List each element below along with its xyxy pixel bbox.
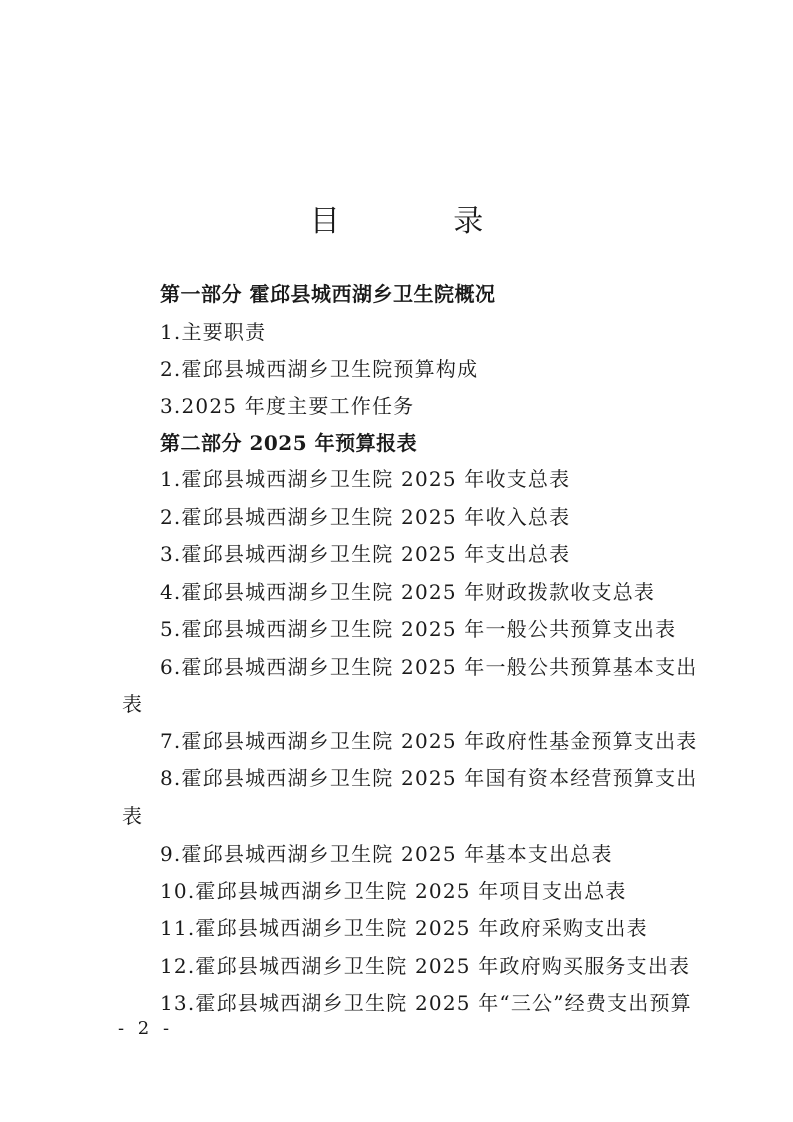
- toc-item: 2.霍邱县城西湖乡卫生院预算构成: [160, 357, 479, 381]
- toc-item: 8.霍邱县城西湖乡卫生院 2025 年国有资本经营预算支出: [160, 766, 698, 790]
- toc-item: 2.霍邱县城西湖乡卫生院 2025 年收入总表: [160, 505, 571, 529]
- toc-item: 13.霍邱县城西湖乡卫生院 2025 年“三公”经费支出预算: [160, 991, 692, 1015]
- toc-item-continuation: 表: [122, 692, 144, 716]
- toc-item: 1.主要职责: [160, 320, 267, 344]
- toc-title: 目 录: [309, 204, 536, 239]
- toc-item: 5.霍邱县城西湖乡卫生院 2025 年一般公共预算支出表: [160, 617, 677, 641]
- toc-item: 12.霍邱县城西湖乡卫生院 2025 年政府购买服务支出表: [160, 954, 691, 978]
- toc-part-one-heading: 第一部分 霍邱县城西湖乡卫生院概况: [160, 282, 496, 306]
- toc-item: 7.霍邱县城西湖乡卫生院 2025 年政府性基金预算支出表: [160, 729, 698, 753]
- toc-item: 3.2025 年度主要工作任务: [160, 394, 415, 418]
- toc-item: 4.霍邱县城西湖乡卫生院 2025 年财政拨款收支总表: [160, 580, 656, 604]
- toc-item: 6.霍邱县城西湖乡卫生院 2025 年一般公共预算基本支出: [160, 655, 698, 679]
- toc-item: 1.霍邱县城西湖乡卫生院 2025 年收支总表: [160, 467, 571, 491]
- page-number: - 2 -: [118, 1018, 174, 1039]
- toc-item: 9.霍邱县城西湖乡卫生院 2025 年基本支出总表: [160, 842, 613, 866]
- toc-part-two-heading: 第二部分 2025 年预算报表: [160, 431, 418, 455]
- toc-item: 10.霍邱县城西湖乡卫生院 2025 年项目支出总表: [160, 879, 627, 903]
- toc-item-continuation: 表: [122, 804, 144, 828]
- toc-item: 3.霍邱县城西湖乡卫生院 2025 年支出总表: [160, 542, 571, 566]
- toc-item: 11.霍邱县城西湖乡卫生院 2025 年政府采购支出表: [160, 916, 648, 940]
